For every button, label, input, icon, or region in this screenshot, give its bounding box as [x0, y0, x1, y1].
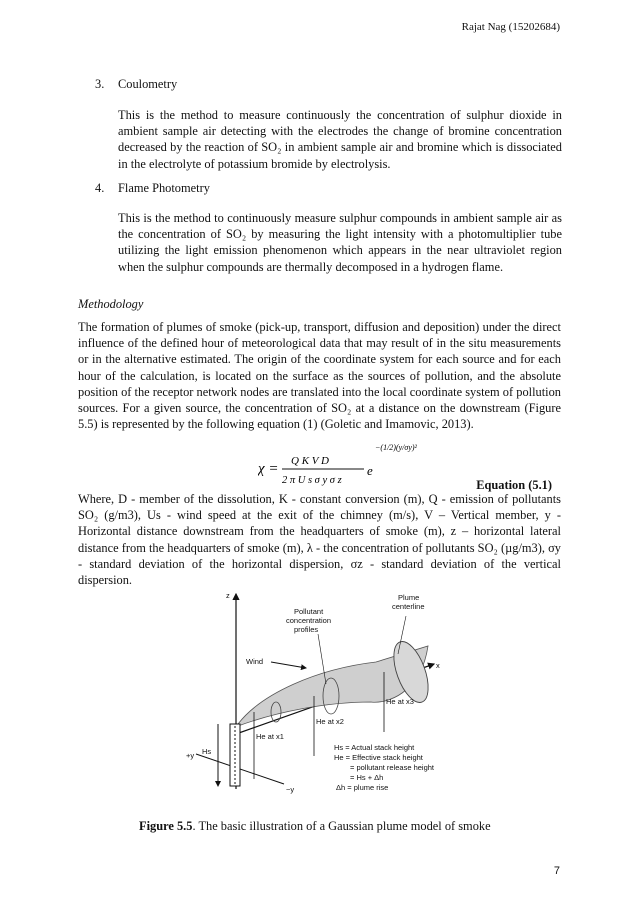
pollutant-label-2: concentration — [286, 616, 332, 625]
equation-label: Equation (5.1) — [476, 478, 552, 492]
legend-line-2: He = Effective stack height — [334, 753, 423, 762]
page-number: 7 — [553, 865, 560, 877]
equation-exponent: −(1/2)(y/σy)² — [375, 443, 417, 452]
legend-line-1: Hs = Actual stack height — [334, 743, 415, 752]
running-header: Rajat Nag (15202684) — [461, 21, 560, 33]
flame-photometry-paragraph: This is the method to continuously measure sulphur compounds in ambient sample air as the concentration of SO₂ by measuring the light intensity with a photomultiplier tube utilizing the light emission phenomenon which appears in the near ultraviolet region when the sulphur compounds are thermally decomposed in a hydrogen flame. — [118, 211, 562, 274]
equation-exp-base: e — [367, 463, 373, 478]
list-title-coulometry: Coulometry — [118, 77, 178, 91]
equation-numerator: Q K V D — [291, 455, 329, 467]
equation-denominator: 2 π U s σ y σ z — [282, 475, 342, 486]
list-number-4: 4. — [95, 181, 105, 195]
axis-x-label: x — [436, 661, 440, 670]
list-number-3: 3. — [95, 77, 105, 91]
pollutant-label-1: Pollutant — [294, 607, 324, 616]
where-paragraph: Where, D - member of the dissolution, K - constant conversion (m), Q - emission of pollutants SO₂ (g/m3), Us - wind speed at the exit of the chimney (m/s), V – Vertical member, y - Horizontal distance downstream from the headquarters of smoke (m), z – horizontal lateral distance from the headquarters of smoke (m), λ - the concentration of pollutants SO₂ (µg/m3), σy - standard deviation of the horizontal dispersion, σz - standard deviation of the vertical dispersion. — [78, 492, 561, 588]
figure-caption-text: . The basic illustration of a Gaussian plume model of smoke — [192, 819, 491, 833]
gaussian-equation — [258, 436, 418, 496]
wind-label: Wind — [246, 657, 264, 666]
plume-label-1: Plume — [398, 593, 420, 602]
equation-lhs: χ = — [258, 461, 279, 477]
figure-caption-label: Figure 5.5 — [139, 819, 193, 833]
he-x1-label: He at x1 — [256, 732, 284, 741]
he-x2-label: He at x2 — [316, 717, 344, 726]
he-x3-label: He at x3 — [386, 697, 414, 706]
methodology-paragraph: The formation of plumes of smoke (pick-up, transport, diffusion and deposition) under the direct influence of the defined hour of meteorological data that may result of in the situ measurements or in the alternative estimated. The origin of the coordinate system for each source and for each hour of the calculation, is located on the surface as the sources of pollution, and the absolute position of the receptor network nodes are translated into the local coordinate system of pollution sources. For a given source, the concentration of SO₂ at a distance on the downstream (Figure 5.5) is represented by the following equation (1) (Goletic and Imamovic, 2013). — [78, 320, 561, 432]
legend-line-5: Δh = plume rise — [336, 783, 389, 792]
axis-minus-y-label: −y — [286, 785, 295, 794]
axis-plus-y-label: +y — [186, 751, 195, 760]
pollutant-label-3: profiles — [294, 625, 319, 634]
axis-z-label: z — [226, 591, 230, 600]
legend-line-3: = pollutant release height — [350, 763, 435, 772]
gaussian-plume-figure — [166, 584, 472, 796]
plume-label-2: centerline — [392, 602, 425, 611]
legend-line-4: = Hs + Δh — [350, 773, 384, 782]
figure-caption — [139, 819, 491, 834]
list-title-flame-photometry: Flame Photometry — [118, 181, 210, 195]
section-heading: Methodology — [78, 297, 144, 311]
hs-label: Hs — [202, 747, 212, 756]
coulometry-paragraph: This is the method to measure continuously the concentration of sulphur dioxide in ambient sample air detecting with the electrodes the change of bromine concentration decreased by the reaction of SO₂ in ambient sample air and bromine which is dissociated in the electrolyte of potassium bromide by electrolysis. — [118, 108, 562, 171]
